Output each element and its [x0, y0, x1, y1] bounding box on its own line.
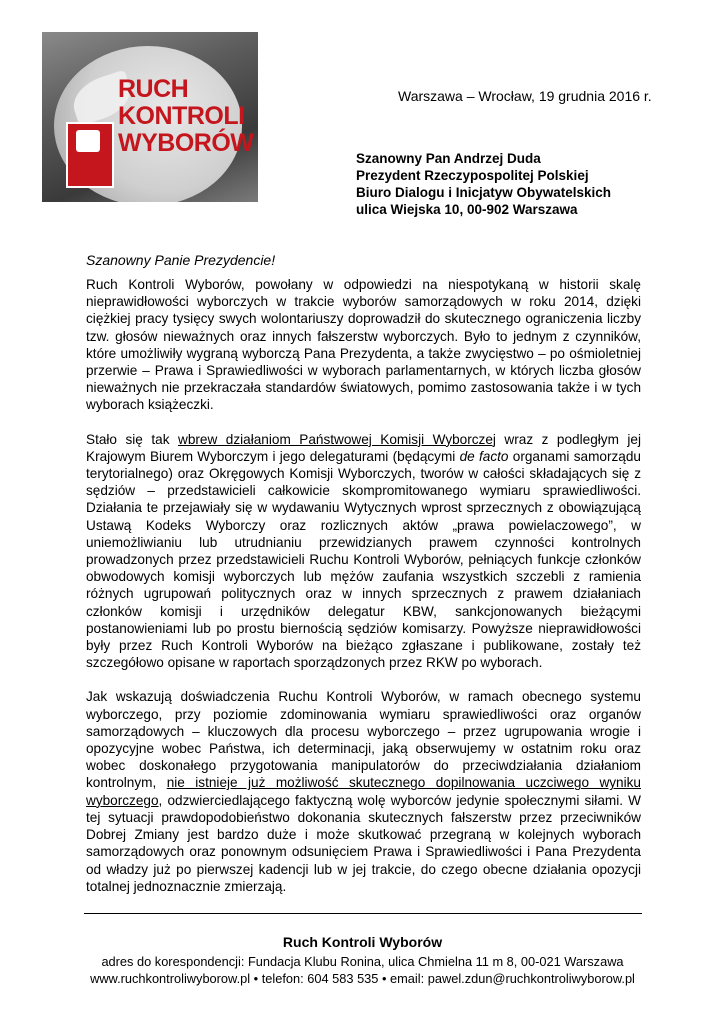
- footer-contact: [0, 970, 725, 987]
- addressee-line-2: Prezydent Rzeczypospolitej Polskiej: [356, 168, 589, 183]
- footer-org-name: Ruch Kontroli Wyborów: [282, 934, 443, 950]
- bullet-icon: •: [253, 971, 259, 986]
- p3-text-a: Jak wskazują doświadczenia Ruchu Kontroli Wyborów, w ramach obecnego systemu wyborczego, przy poziomie zdominowania wymiaru sprawiedliwości oraz organów samorządowych – kluczowych dla procesu wyborczego – przez ugrupowania wrogie i opozycyjne wobec Państwa, ich determinacji, jaką obserwujemy w ostatnim roku oraz wobec doskonałego przygotowania manipulatorów do przeciwdziałania działaniom kontrolnym,: [86, 689, 641, 791]
- footer: [0, 934, 725, 987]
- salutation: Szanowny Panie Prezydencie!: [86, 252, 276, 268]
- p2-italic: de facto: [459, 448, 509, 464]
- paragraph-3: [86, 688, 641, 894]
- p2-text-b: wraz z podległym jej Krajowym Biurem Wyborczym i jego delegaturami (będącymi: [86, 431, 641, 464]
- p3-text-b: , odzwierciedlającego faktyczną wolę wyborców jedynie społecznymi siłami. W tej sytuacji prawdopodobieństwo dokonania skutecznych fałszerstw przez przeciwników Dobrej Zmiany jest bardzo duże i może skutkować przegraną w kolejnych wyborach samorządowych oraz ponownym odsunięciem Prawa i Sprawiedliwości i Pana Prezydenta od władzy już po pierwszej kadencji lub w jej trakcie, do czego obecne działania opozycji totalnej jednoznacznie zmierzają.: [86, 792, 641, 894]
- bullet-icon: •: [381, 971, 387, 986]
- logo-text: [118, 76, 253, 157]
- footer-address: adres do korespondencji: Fundacja Klubu Ronina, ulica Chmielna 11 m 8, 00-021 Warszawa: [101, 954, 624, 969]
- logo-line-2: KONTROLI: [118, 102, 245, 130]
- p3-underlined: nie istnieje już możliwość skutecznego dopilnowania uczciwego wyniku wyborczego: [86, 775, 641, 808]
- p2-underlined: wbrew działaniom Państwowej Komisji Wyborczej: [178, 431, 496, 447]
- footer-website[interactable]: www.ruchkontroliwyborow.pl: [90, 971, 251, 986]
- letter-date: Warszawa – Wrocław, 19 grudnia 2016 r.: [398, 88, 652, 104]
- logo-eagle-emblem: [76, 130, 100, 152]
- addressee-block: [356, 150, 611, 218]
- rkw-logo: [42, 32, 258, 202]
- p2-text-c: organami samorządu terytorialnego) oraz Okręgowych Komisji Wyborczych, tworów w całości składających się z sędziów – przedstawicieli całkowicie skompromitowanego wymiaru sprawiedliwości. Działania te przejawiały się w wydawaniu Wytycznych wprost sprzecznych z obowiązującą Ustawą Kodeks Wyborczy oraz rozlicznych aktów „prawa powielaczowego”, w uniemożliwianiu lub utrudnianiu przewidzianych prawem czynności kontrolnych prowadzonych przez przedstawicieli Ruchu Kontroli Wyborów, pełniących funkcje członków obwodowych komisji wyborczych lub mężów zaufania wszystkich szczebli z ramienia różnych ugrupowań politycznych oraz w innych sprzecznych z prawem działaniach członków komisji i urzędników delegatur KBW, sankcjonowanych bieżącymi postanowieniami lub po prostu biernością sędziów komisarzy. Powyższe nieprawidłowości były przez Ruch Kontroli Wyborów na bieżąco zgłaszane i publikowane, zostały też szczegółowo opisane w raportach sporządzonych przez RKW po wyborach.: [86, 448, 641, 671]
- footer-phone: telefon: 604 583 535: [261, 971, 379, 986]
- footer-divider: [84, 913, 642, 914]
- logo-line-1: RUCH: [118, 75, 189, 103]
- letter-body: [86, 276, 641, 912]
- addressee-line-3: Biuro Dialogu i Inicjatyw Obywatelskich: [356, 185, 612, 200]
- paragraph-1: Ruch Kontroli Wyborów, powołany w odpowiedzi na niespotykaną w historii skalę nieprawidłowości wyborczych w trakcie wyborów samorządowych w roku 2014, dzięki ciężkiej pracy tysięcy swych wolontariuszy doprowadził do skutecznego ograniczenia liczby tzw. głosów nieważnych oraz innych fałszerstw wyborczych. Było to jednym z czynników, które umożliwiły wygraną wyborczą Pana Prezydenta, a także zwycięstwo – po ośmioletniej przerwie – Prawa i Sprawiedliwości w wyborach parlamentarnych, w których liczba głosów nieważnych nie przekraczała standardów światowych, pomimo zastosowania także i w tych wyborach książeczki.: [86, 277, 641, 413]
- logo-line-3: WYBORÓW: [118, 129, 254, 157]
- addressee-line-1: Szanowny Pan Andrzej Duda: [356, 151, 541, 166]
- addressee-line-4: ulica Wiejska 10, 00-902 Warszawa: [356, 202, 578, 217]
- footer-email[interactable]: email: pawel.zdun@ruchkontroliwyborow.pl: [390, 971, 635, 986]
- p2-text-a: Stało się tak: [86, 431, 178, 447]
- paragraph-2: [86, 431, 641, 672]
